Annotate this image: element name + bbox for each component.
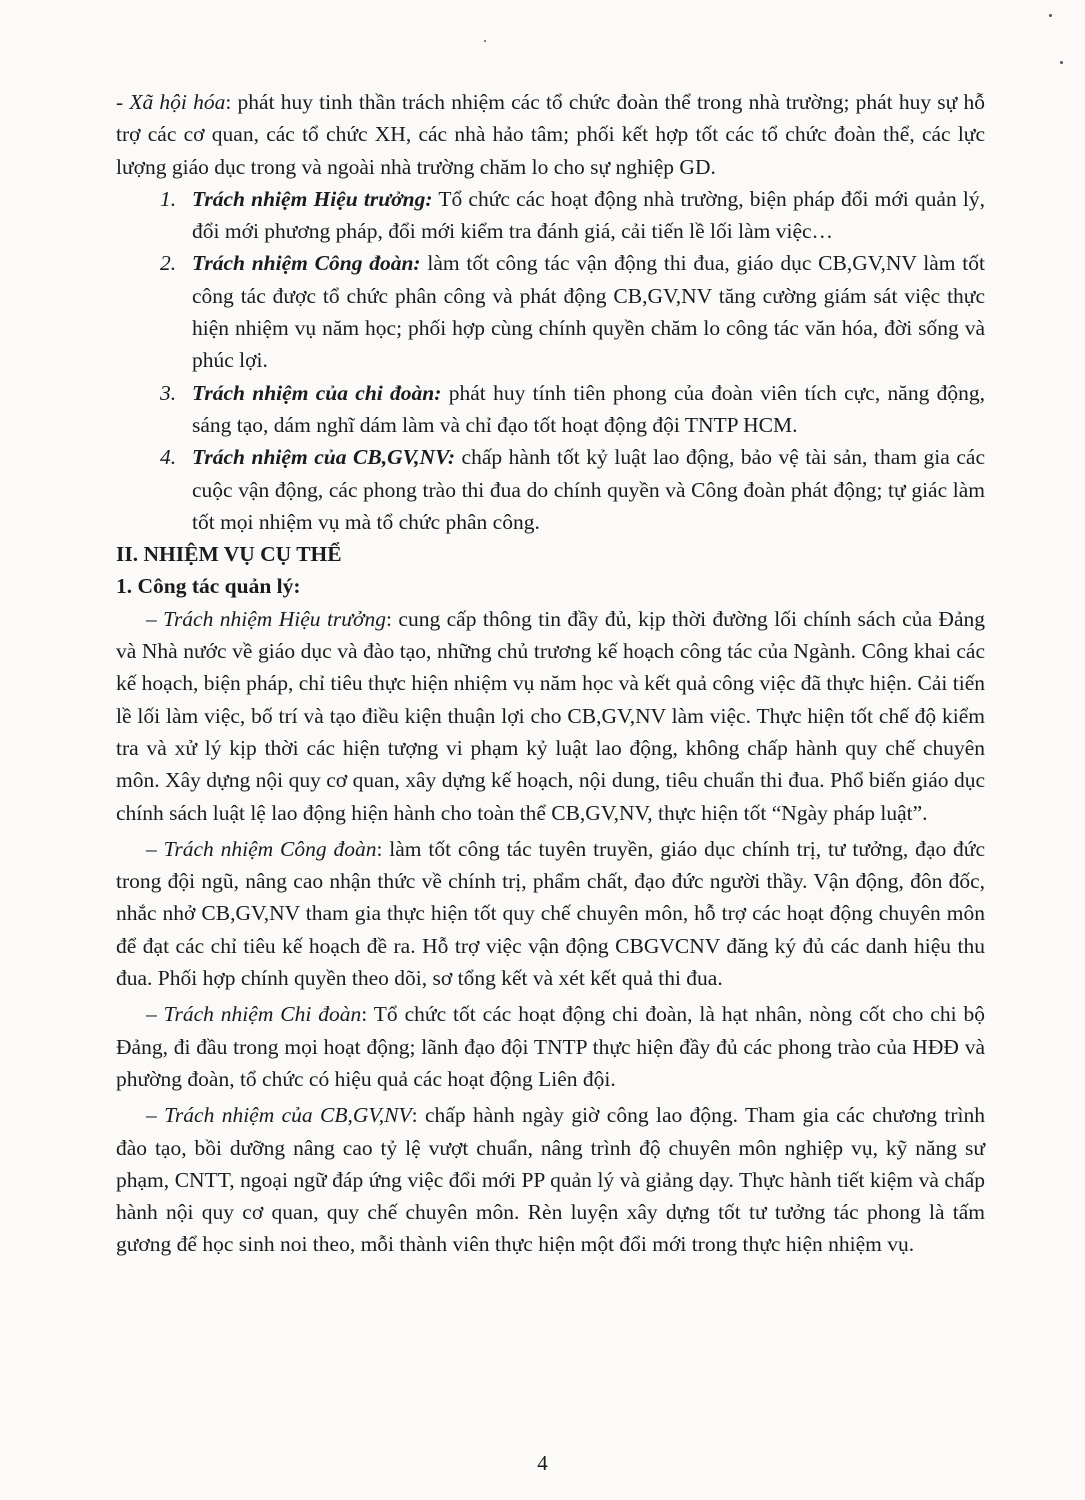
paragraph-title: – Trách nhiệm Chi đoàn	[146, 1002, 362, 1027]
paragraph-title: – Trách nhiệm của CB,GV,NV	[146, 1103, 412, 1128]
intro-lead: - Xã hội hóa	[116, 90, 226, 114]
paragraph-text: : Tổ chức tốt các hoạt động chi đoàn, là hạt nhân, nòng cốt cho chi bộ Đảng, đi đầu trong mọi hoạt động; lãnh đạo đội TNTP thực hiện đầy đủ các phong trào của HĐĐ và phường đoàn, tổ chức có hiệu quả các hoạt động Liên đội.	[116, 1002, 985, 1091]
responsibility-item	[116, 247, 985, 376]
paragraph-youth-branch	[116, 998, 985, 1095]
scan-speck	[1060, 61, 1063, 64]
paragraph-union	[116, 833, 985, 994]
scan-speck	[1049, 14, 1052, 17]
item-text: phát huy tính tiên phong của đoàn viên tích cực, năng động, sáng tạo, dám nghĩ dám làm và chỉ đạo tốt hoạt động đội TNTP HCM.	[192, 380, 985, 437]
item-number: 3.	[160, 380, 177, 405]
item-number: 1.	[160, 186, 177, 211]
item-text: Tổ chức các hoạt động nhà trường, biện pháp đổi mới quản lý, đổi mới phương pháp, đổi mới kiểm tra đánh giá, cải tiến lề lối làm việc…	[192, 186, 985, 244]
paragraph-text: : cung cấp thông tin đầy đủ, kịp thời đường lối chính sách của Đảng và Nhà nước về giáo dục và đào tạo, những chủ trương kế hoạch công tác của Ngành. Công khai các kế hoạch, biện pháp, chỉ tiêu thực hiện nhiệm vụ năm học và kết quả công việc đã thực hiện. Cải tiến lề lối làm việc, bố trí và tạo điều kiện thuận lợi cho CB,GV,NV làm việc. Thực hiện tốt chế độ kiểm tra và xử lý kịp thời các hiện tượng vi phạm kỷ luật lao động, không chấp hành quy chế chuyên môn. Xây dựng nội quy cơ quan, xây dựng kế hoạch, nội dung, tiêu chuẩn thi đua. Phổ biến giáo dục chính sách luật lệ lao động hiện hành cho toàn thể CB,GV,NV, thực hiện tốt “Ngày pháp luật”.	[116, 606, 985, 825]
responsibility-item	[116, 441, 985, 538]
section-heading: II. NHIỆM VỤ CỤ THỂ	[116, 542, 342, 567]
scan-speck	[484, 40, 486, 42]
item-title: Trách nhiệm của chi đoàn:	[192, 380, 442, 405]
item-title: Trách nhiệm Công đoàn:	[192, 251, 421, 276]
paragraph-staff	[116, 1099, 985, 1260]
item-title: Trách nhiệm của CB,GV,NV:	[192, 445, 455, 470]
intro-paragraph	[116, 86, 985, 183]
item-text: làm tốt công tác vận động thi đua, giáo dục CB,GV,NV làm tốt công tác được tổ chức phân công và phát động CB,GV,NV tăng cường giám sát việc thực hiện nhiệm vụ năm học; phối hợp cùng chính quyền chăm lo công tác văn hóa, đời sống và phúc lợi.	[192, 251, 985, 373]
paragraph-text: : chấp hành ngày giờ công lao động. Tham gia các chương trình đào tạo, bồi dưỡng nâng cao tỷ lệ vượt chuẩn, nâng trình độ chuyên môn nghiệp vụ, kỹ năng sư phạm, CNTT, ngoại ngữ đáp ứng việc đổi mới PP quản lý và giảng dạy. Thực hành tiết kiệm và chấp hành nội quy cơ quan, quy chế chuyên môn. Rèn luyện xây dựng tốt tư tưởng tác phong là tấm gương để học sinh noi theo, mỗi thành viên thực hiện một đổi mới trong thực hiện nhiệm vụ.	[116, 1103, 985, 1257]
paragraph-title: – Trách nhiệm Hiệu trưởng	[146, 606, 386, 631]
responsibility-list	[116, 183, 985, 538]
page-number: 4	[537, 1451, 548, 1475]
responsibility-item	[116, 377, 985, 442]
item-text: chấp hành tốt kỷ luật lao động, bảo vệ tài sản, tham gia các cuộc vận động, các phong trào thi đua do chính quyền và Công đoàn phát động; tự giác làm tốt mọi nhiệm vụ mà tổ chức phân công.	[192, 445, 985, 534]
item-number: 4.	[160, 445, 177, 470]
intro-text: : phát huy tinh thần trách nhiệm các tổ chức đoàn thể trong nhà trường; phát huy sự hỗ trợ các cơ quan, các tổ chức XH, các nhà hảo tâm; phối kết hợp tốt các tổ chức đoàn thể, các lực lượng giáo dục trong và ngoài nhà trường chăm lo cho sự nghiệp GD.	[116, 90, 985, 179]
item-number: 2.	[160, 251, 177, 276]
paragraph-title: – Trách nhiệm Công đoàn	[146, 836, 377, 861]
responsibility-item	[116, 183, 985, 248]
paragraph-text: : làm tốt công tác tuyên truyền, giáo dục chính trị, tư tưởng, đạo đức trong đội ngũ, nâng cao nhận thức về chính trị, phẩm chất, đạo đức người thầy. Vận động, đôn đốc, nhắc nhở CB,GV,NV tham gia thực hiện tốt quy chế chuyên môn, hỗ trợ các hoạt động chuyên môn để đạt các chỉ tiêu kế hoạch đề ra. Hỗ trợ việc vận động CBGVCNV đăng ký đủ các danh hiệu thu đua. Phối hợp chính quyền theo dõi, sơ tổng kết và xét kết quả thi đua.	[116, 836, 985, 991]
paragraph-principal	[116, 603, 985, 829]
subsection-heading: 1. Công tác quản lý:	[116, 574, 301, 599]
item-title: Trách nhiệm Hiệu trưởng:	[192, 186, 433, 211]
